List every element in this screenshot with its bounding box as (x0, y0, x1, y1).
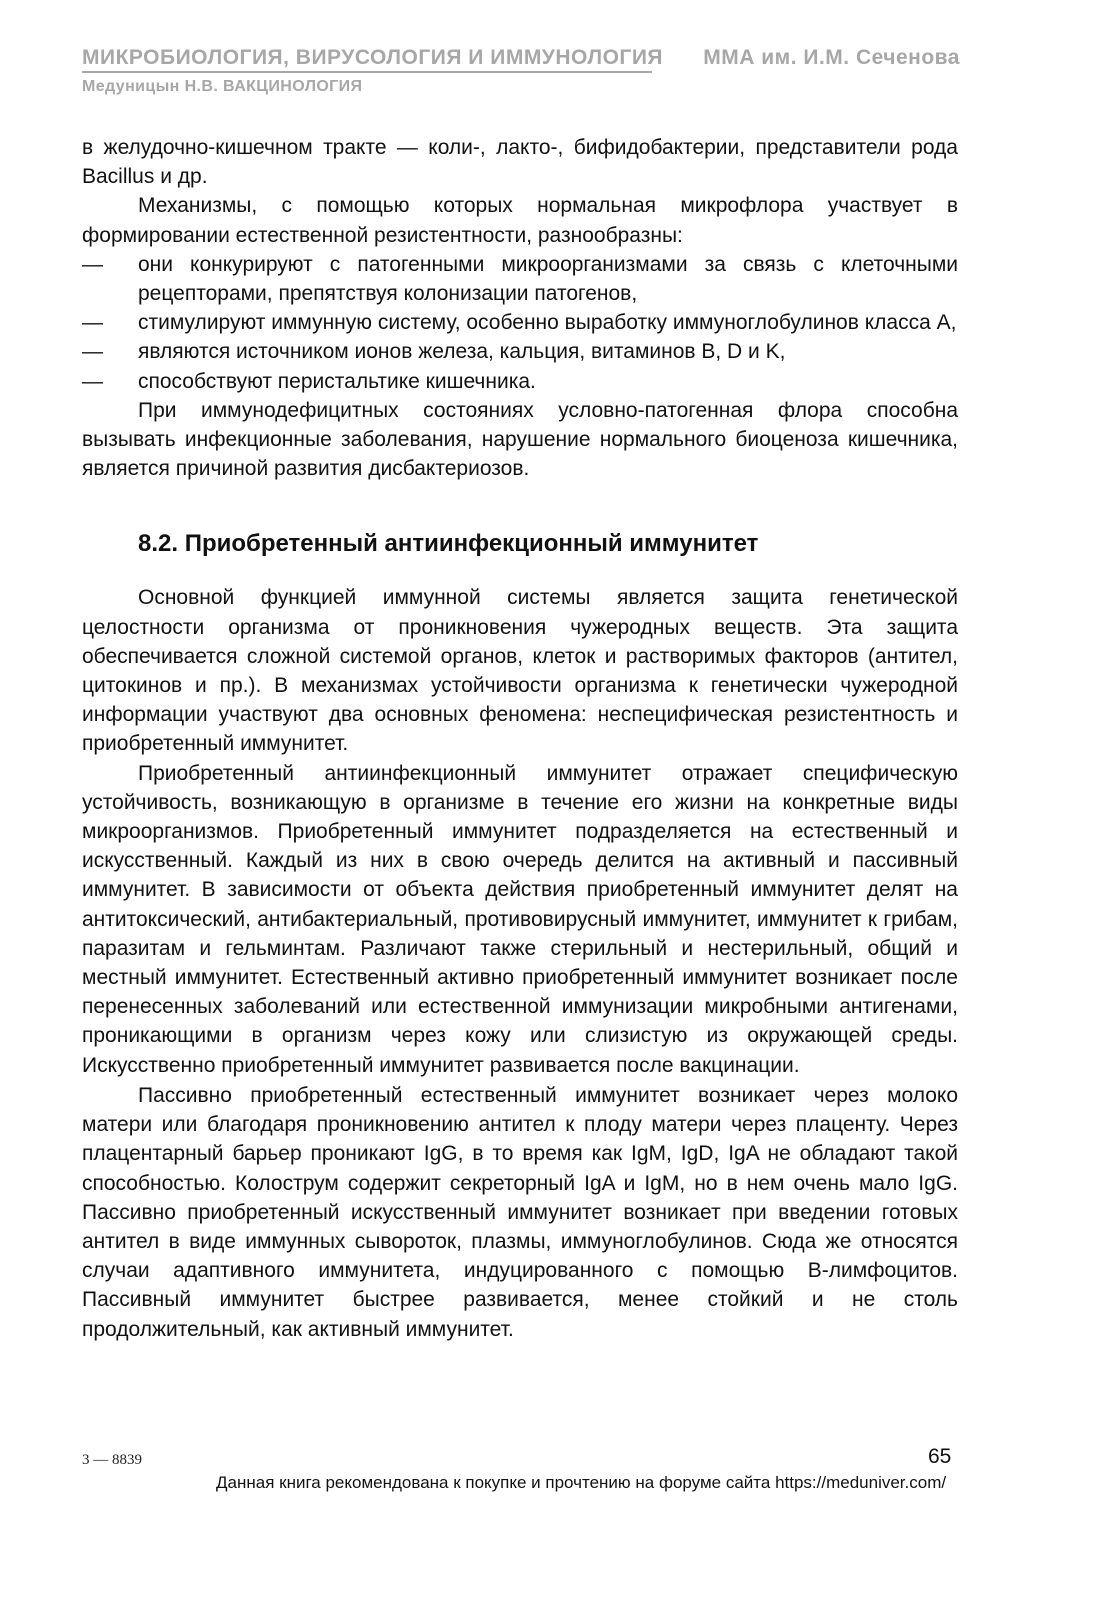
running-header (82, 46, 960, 70)
paragraph-main-function: Основной функцией иммунной системы является защита генетической целостности организма от проникновения чужеродных веществ. Эта защита обеспечивается сложной системой органов, клеток и растворимых факторов (антител, цитокинов и пр.). В механизмах устойчивости организма к генетически чужеродной информации участвуют два основных феномена: неспецифическая резистентность и приобретенный иммунитет. (82, 586, 958, 756)
immunodeficiency-paragraph: При иммунодефицитных состояниях условно-патогенная флора способна вызывать инфекционные заболевания, нарушение нормального биоценоза кишечника, является причиной развития дисбактериозов. (82, 398, 958, 481)
header-subtitle: Медуницын Н.В. ВАКЦИНОЛОГИЯ (82, 78, 363, 95)
list-item (82, 367, 958, 396)
list-dash: — (82, 252, 103, 276)
section-title: 8.2. Приобретенный антиинфекционный иммунитет (138, 530, 759, 558)
list-item (82, 308, 958, 337)
signature-code: 3 — 8839 (82, 1452, 142, 1468)
list-item (82, 337, 958, 366)
intro-continuation: в желудочно-кишечном тракте — коли-, лакто-, бифидобактерии, представители рода Bacillus и др. (82, 136, 958, 189)
header-row (82, 46, 960, 70)
list-item (82, 250, 958, 308)
header-divider (82, 71, 652, 73)
list-dash: — (82, 340, 103, 364)
list-item-text: способствуют перистальтике кишечника. (138, 369, 536, 393)
mechanisms-intro: Механизмы, с помощью которых нормальная микрофлора участвует в формировании естественной резистентности, разнообразны: (82, 194, 958, 247)
list-item-text: они конкурируют с патогенными микроорганизмами за связь с клеточными рецепторами, препятствуя колонизации патогенов, (138, 252, 958, 306)
promo-footer: Данная книга рекомендована к покупке и прочтению на форуме сайта https://meduniver.com/ (216, 1473, 947, 1492)
paragraph-passive-immunity: Пассивно приобретенный естественный иммунитет возникает через молоко матери или благодаря проникновению антител к плоду матери через плаценту. Через плацентарный барьер проникают IgG, в то время как IgM, IgD, IgA не обладают такой способностью. Колострум содержит секреторный IgA и IgM, но в нем очень мало IgG. Пассивно приобретенный искусственный иммунитет возникает при введении готовых антител в виде иммунных сывороток, плазмы, иммуноглобулинов. Сюда же относятся случаи адаптивного иммунитета, индуцированного с помощью B-лимфоцитов. Пассивный иммунитет быстрее развивается, менее стойкий и не столь продолжительный, как активный иммунитет. (82, 1083, 958, 1341)
list-dash: — (82, 369, 103, 393)
header-right-title: ММА им. И.М. Сеченова (703, 46, 960, 69)
page-content (82, 133, 958, 1344)
list-item-text: являются источником ионов железа, кальция, витаминов В, D и K, (138, 340, 786, 364)
list-item-text: стимулируют иммунную систему, особенно выработку иммуноглобулинов класса А, (138, 311, 957, 335)
page-number: 65 (928, 1445, 952, 1468)
list-dash: — (82, 311, 103, 335)
paragraph-acquired-immunity: Приобретенный антиинфекционный иммунитет отражает специфическую устойчивость, возникающую в организме в течение его жизни на конкретные виды микроорганизмов. Приобретенный иммунитет подразделяется на естественный и искусственный. Каждый из них в свою очередь делится на активный и пассивный иммунитет. В зависимости от объекта действия приобретенный иммунитет делят на антитоксический, антибактериальный, противовирусный иммунитет, иммунитет к грибам, паразитам и гельминтам. Различают также стерильный и нестерильный, общий и местный иммунитет. Естественный активно приобретенный иммунитет возникает после перенесенных заболеваний или естественной иммунизации микробными антигенами, проникающими в организм через кожу или слизистую из окружающей среды. Искусственно приобретенный иммунитет развивается после вакцинации. (82, 761, 958, 1077)
header-left-title: МИКРОБИОЛОГИЯ, ВИРУСОЛОГИЯ И ИММУНОЛОГИЯ (82, 46, 664, 69)
